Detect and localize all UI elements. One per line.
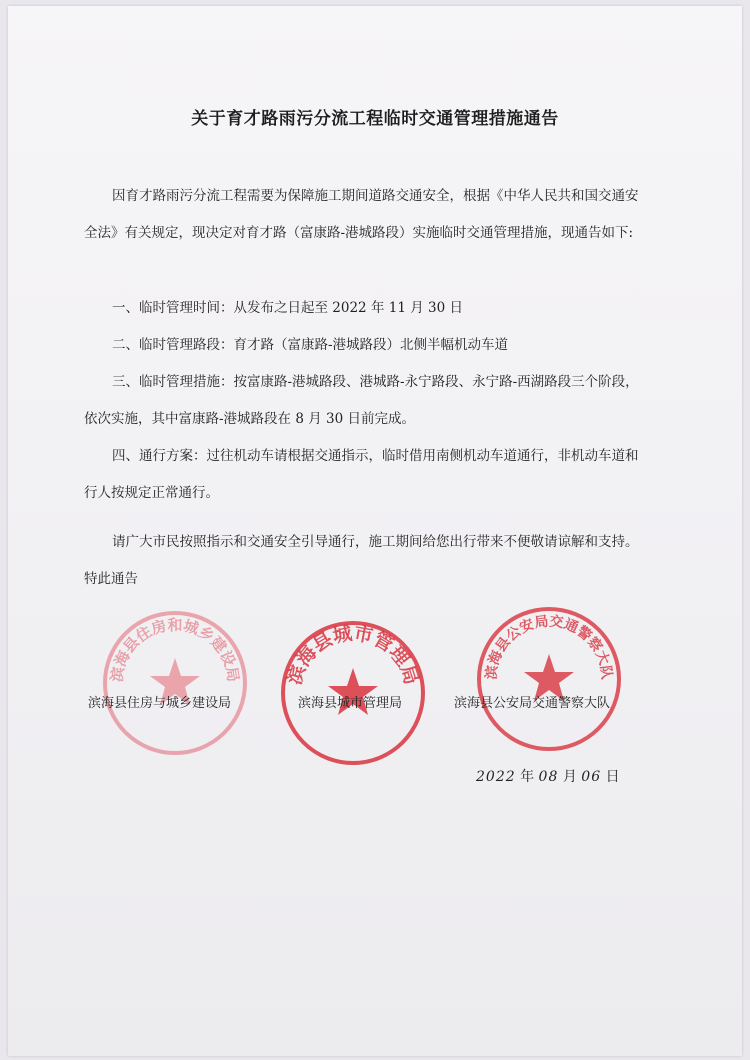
housing-bureau-stamp [100,608,250,758]
signature-housing-bureau: 滨海县住房与城乡建设局 [88,696,232,711]
item-section: 二、临时管理路段：育才路（富康路-港城路段）北侧半幅机动车道 [112,337,509,353]
issue-date [476,766,620,786]
closing-text: 特此通告 [84,571,138,587]
date-year: 2022 [476,769,516,785]
stamp3-text: 滨海县公安局交通警察大队 [483,613,615,681]
document-title: 关于育才路雨污分流工程临时交通管理措施通告 [191,109,559,129]
item-time: 一、临时管理时间：从发布之日起至 2022 年 11 月 30 日 [112,300,463,316]
document-page [8,6,742,1056]
item-plan: 四、通行方案：过往机动车请根据交通指示，临时借用南侧机动车道通行，非机动车道和行人按规定正常通行。 [84,448,639,501]
item-measures: 三、临时管理措施：按富康路-港城路段、港城路-永宁路段、永宁路-西湖路段三个阶段，依次实施，其中富康路-港城路段在 8 月 30 日前完成。 [84,374,639,427]
date-month-label: 月 [562,769,577,785]
appeal-paragraph: 请广大市民按照指示和交通安全引导通行，施工期间给您出行带来不便敬请谅解和支持。 [112,534,639,550]
intro-paragraph: 因育才路雨污分流工程需要为保障施工期间道路交通安全，根据《中华人民共和国交通安全法》有关规定，现决定对育才路（富康路-港城路段）实施临时交通管理措施，现通告如下: [84,188,639,241]
date-day-label: 日 [605,769,620,785]
date-year-label: 年 [520,769,535,785]
signature-city-management: 滨海县城市管理局 [298,696,403,711]
signature-traffic-police: 滨海县公安局交通警察大队 [454,696,611,711]
date-day: 06 [581,769,602,785]
date-month: 08 [538,769,559,785]
stamp1-text: 滨海县住房和城乡建设局 [107,616,243,684]
traffic-police-stamp [474,604,624,754]
stamp2-text: 滨海县城市管理局 [283,622,423,688]
